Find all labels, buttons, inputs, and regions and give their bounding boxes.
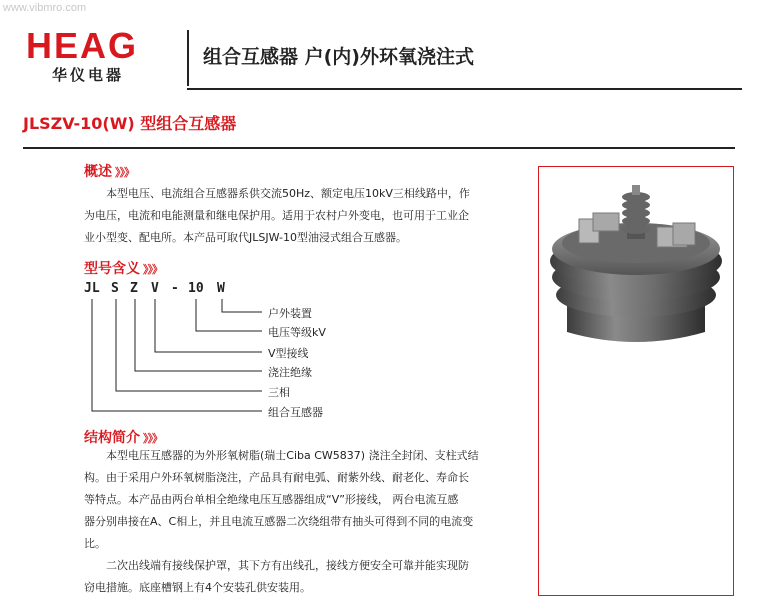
chevrons-icon: 》》》 — [143, 432, 162, 445]
structure-line: 比。 — [84, 537, 106, 550]
transformer-image — [539, 167, 733, 595]
structure-line: 窃电措施。底座槽钢上有4个安装孔供安装用。 — [84, 581, 311, 594]
model-label-cast: 浇注绝缘 — [268, 366, 312, 379]
chevrons-icon: 》》》 — [115, 166, 134, 179]
model-code-dash: - — [171, 281, 179, 296]
model-label-voltage: 电压等级kV — [268, 326, 326, 339]
model-code-z: Z — [130, 281, 138, 296]
model-label-combined: 组合互感器 — [268, 406, 323, 419]
structure-heading-text: 结构简介 — [84, 430, 140, 446]
brand-name: HEAG — [26, 25, 139, 66]
chevrons-icon: 》》》 — [143, 263, 162, 276]
structure-line: 等特点。本产品由两台单相全绝缘电压互感器组成“V”形接线， 两台电流互感 — [84, 493, 459, 506]
brand-cn-name: 华仪电器 — [52, 66, 125, 84]
model-code-10: 10 — [188, 281, 204, 296]
structure-heading — [84, 427, 162, 447]
overview-heading-text: 概述 — [84, 164, 112, 180]
overview-line: 本型电压、电流组合互感器系供交流50Hz、额定电压10kV三相线路中，作 — [106, 187, 470, 200]
structure-line: 本型电压互感器的为外形氧树脂(瑞士Ciba CW5837) 浇注全封闭、支柱式结 — [106, 449, 479, 462]
structure-body — [84, 445, 529, 599]
structure-line: 器分别串接在A、C相上，并且电流互感器二次绕组带有抽头可得到不同的电流变 — [84, 515, 474, 528]
model-code-w: W — [217, 281, 225, 296]
overview-line: 为电压，电流和电能测量和继电保护用。适用于农村户外变电，也可用于工业企 — [84, 209, 469, 222]
structure-line: 构。由于采用户外环氧树脂浇注，产品具有耐电弧、耐紫外线、耐老化、寿命长 — [84, 471, 469, 484]
model-code-jl: JL — [84, 281, 100, 296]
model-label-outdoor: 户外装置 — [268, 307, 312, 320]
model-label-vconnection: V型接线 — [268, 347, 309, 360]
model-code-s: S — [111, 281, 119, 296]
overview-line: 业小型变、配电所。本产品可取代JLSJW-10型油浸式组合互感器。 — [84, 231, 407, 244]
model-code-v: V — [151, 281, 159, 296]
model-label-threephase: 三相 — [268, 386, 290, 399]
page-title: 组合互感器 户(内)外环氧浇注式 — [203, 46, 474, 68]
watermark: www.vibmro.com — [3, 2, 87, 14]
model-heading-text: 型号含义 — [84, 261, 140, 277]
structure-line: 二次出线端有接线保护罩，其下方有出线孔，接线方便安全可靠并能实现防 — [106, 559, 469, 572]
product-title: JLSZV-10(W) 型组合互感器 — [23, 114, 237, 133]
product-photo-frame — [538, 166, 734, 596]
